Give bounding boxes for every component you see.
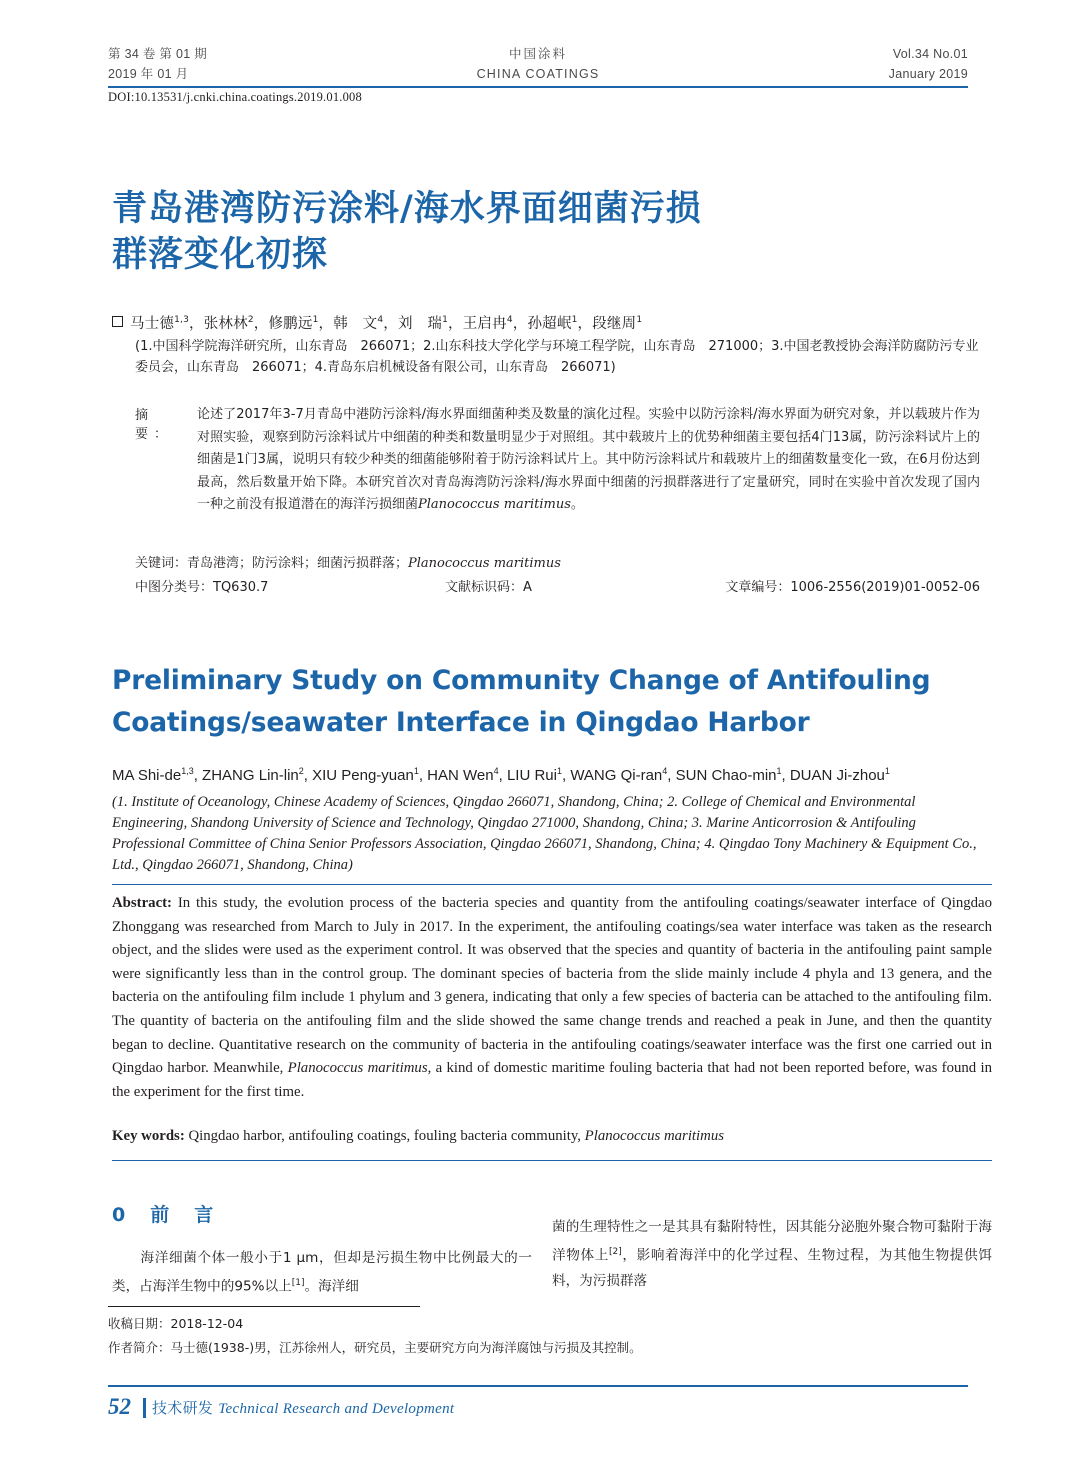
running-head-volume: 第 34 卷 第 01 期	[108, 47, 208, 61]
page-title-en-line1: Preliminary Study on Community Change of Antifouling	[112, 665, 931, 696]
keywords-cn: 关键词：青岛港湾；防污涂料；细菌污损群落；Planococcus maritimus	[135, 556, 561, 571]
keywords-en-text: Qingdao harbor, antifouling coatings, fouling bacteria community, Planococcus maritimus	[184, 1128, 724, 1144]
document-code: 文献标识码：A	[445, 580, 532, 595]
abstract-cn-label: 摘 要：	[135, 408, 174, 442]
body-column-right: 菌的生理特性之一是其具有黏附特性，因其能分泌胞外聚合物可黏附于海洋物体上[2]，影响着海洋中的化学过程、生物过程，为其他生物提供饵料，为污损群落	[552, 1219, 993, 1289]
abstract-divider-bottom	[112, 1160, 992, 1161]
keywords-en-label: Key words:	[112, 1128, 185, 1144]
authors-cn-text: 马士德$^{1,3}$，张林林$^2$，修鹏远$^1$，韩 文$^4$，刘 瑞$^1$，王启冉$^4$，孙超岷$^1$，段继周$^1$	[130, 315, 643, 332]
keywords-en	[112, 1128, 992, 1145]
footer-accent-bar	[143, 1398, 146, 1418]
journal-name-cn: 中国涂料	[508, 47, 567, 61]
footnote-divider	[108, 1306, 420, 1307]
affiliation-cn: (1.中国科学院海洋研究所，山东青岛 266071；2.山东科技大学化学与环境工程学院，山东青岛 271000；3.中国老教授协会海洋防腐防污专业委员会，山东青岛 266071；4.青岛东启机械设备有限公司，山东青岛 266071)	[135, 339, 979, 375]
article-id: 文章编号：1006-2556(2019)01-0052-06	[725, 580, 980, 595]
footnote-received-date: 收稿日期：2018-12-04	[108, 1316, 244, 1331]
affiliation-en: (1. Institute of Oceanology, Chinese Academy of Sciences, Qingdao 266071, Shandong, China; 2. College of Chemical and Environmental Engineering, Shandong University of Science and Technology, Qingdao 271000, Shandong, China; 3. Marine Anticorrosion & Antifouling Professional Committee of China Senior Professors Association, Qingdao 266071, Shandong, China; 4. Qingdao Tony Machinery & Equipment Co., Ltd., Qingdao 266071, Shandong, China)	[112, 794, 977, 873]
bullet-square-icon	[112, 316, 123, 327]
footer-section-label	[152, 1397, 454, 1418]
metadata-cn	[135, 576, 980, 596]
footer-label-en: Technical Research and Development	[218, 1401, 455, 1417]
header-divider	[108, 86, 968, 88]
abstract-en	[112, 892, 992, 1104]
running-head-date-en: January 2019	[888, 67, 968, 81]
clc-number: 中图分类号：TQ630.7	[135, 580, 269, 595]
page-title-cn	[112, 186, 992, 278]
abstract-en-text: In this study, the evolution process of the bacteria species and quantity from the antifouling coatings/seawater interface of Qingdao Zhonggang was researched from March to July in 2017. In the experiment, the antifouling coatings/sea water interface was taken as the research object, and the slides were used as the experiment control. It was observed that the species and quantity of bacteria in the antifouling paint sample were significantly less than in the control group. The dominant species of bacteria from the slide mainly include 4 phyla and 13 genera, and the bacteria on the antifouling film include 1 phylum and 3 genera, indicating that only a few species of bacteria can be attached to the antifouling film. The quantity of bacteria on the antifouling film and the slide showed the same change trends and reached a peak in June, and then the quantity began to decline. Quantitative research on the community of bacteria in the antifouling coatings/seawater interface was the first one carried out in Qingdao harbor. Meanwhile, Planococcus maritimus, a kind of domestic maritime fouling bacteria that had not been reported before, was found in the experiment for the first time.	[112, 895, 993, 1100]
abstract-cn-block	[135, 404, 980, 517]
abstract-cn-text: 论述了2017年3-7月青岛中港防污涂料/海水界面细菌种类及数量的演化过程。实验中以防污涂料/海水界面为研究对象，并以载玻片作为对照实验，观察到防污涂料试片中细菌的种类和数量明显少于对照组。其中载玻片上的优势种细菌主要包括4门13属，防污涂料试片上的细菌是1门3属，说明只有较少种类的细菌能够附着于防污涂料试片上。其中防污涂料试片和载玻片上的细菌数量变化一致，在6月份达到最高，然后数量开始下降。本研究首次对青岛海湾防污涂料/海水界面中细菌的污损群落进行了定量研究，同时在实验中首次发现了国内一种之前没有报道潜在的海洋污损细菌Planococcus maritimus。	[197, 407, 980, 512]
running-head-date-cn: 2019 年 01 月	[108, 67, 189, 81]
authors-cn	[112, 312, 992, 333]
running-head	[108, 44, 968, 84]
running-head-volume-en: Vol.34 No.01	[892, 47, 968, 61]
body-column-left: 海洋细菌个体一般小于1 μm，但却是污损生物中比例最大的一类，占海洋生物中的95%以上[1]。海洋细	[112, 1250, 532, 1295]
page-title-en-line2: Coatings/seawater Interface in Qingdao Harbor	[112, 707, 810, 738]
footnote-author-bio: 作者简介：马士德(1938-)男，江苏徐州人，研究员，主要研究方向为海洋腐蚀与污损及其控制。	[108, 1340, 642, 1355]
abstract-divider-top	[112, 884, 992, 885]
page-number: 52	[108, 1394, 131, 1419]
doi-text: DOI:10.13531/j.cnki.china.coatings.2019.01.008	[108, 90, 362, 104]
page-title-en	[112, 660, 992, 744]
footer-divider	[108, 1385, 968, 1387]
section-heading-intro: 0 前 言	[112, 1204, 217, 1226]
footnotes	[108, 1312, 988, 1360]
page-footer	[108, 1394, 968, 1424]
abstract-en-label: Abstract:	[112, 895, 172, 911]
journal-name-en: CHINA COATINGS	[476, 67, 600, 81]
footer-label-cn: 技术研发	[152, 1399, 214, 1417]
page-title-cn-line1: 青岛港湾防污涂料/海水界面细菌污损	[112, 189, 702, 229]
page-title-cn-line2: 群落变化初探	[112, 235, 329, 275]
authors-en: MA Shi-de$^{1,3}$, ZHANG Lin-lin$^2$, XIU Peng-yuan$^1$, HAN Wen$^4$, LIU Rui$^1$, WANG Qi-ran$^4$, SUN Chao-$\min^1$, DUAN Ji-zhou$^1$	[112, 766, 890, 784]
